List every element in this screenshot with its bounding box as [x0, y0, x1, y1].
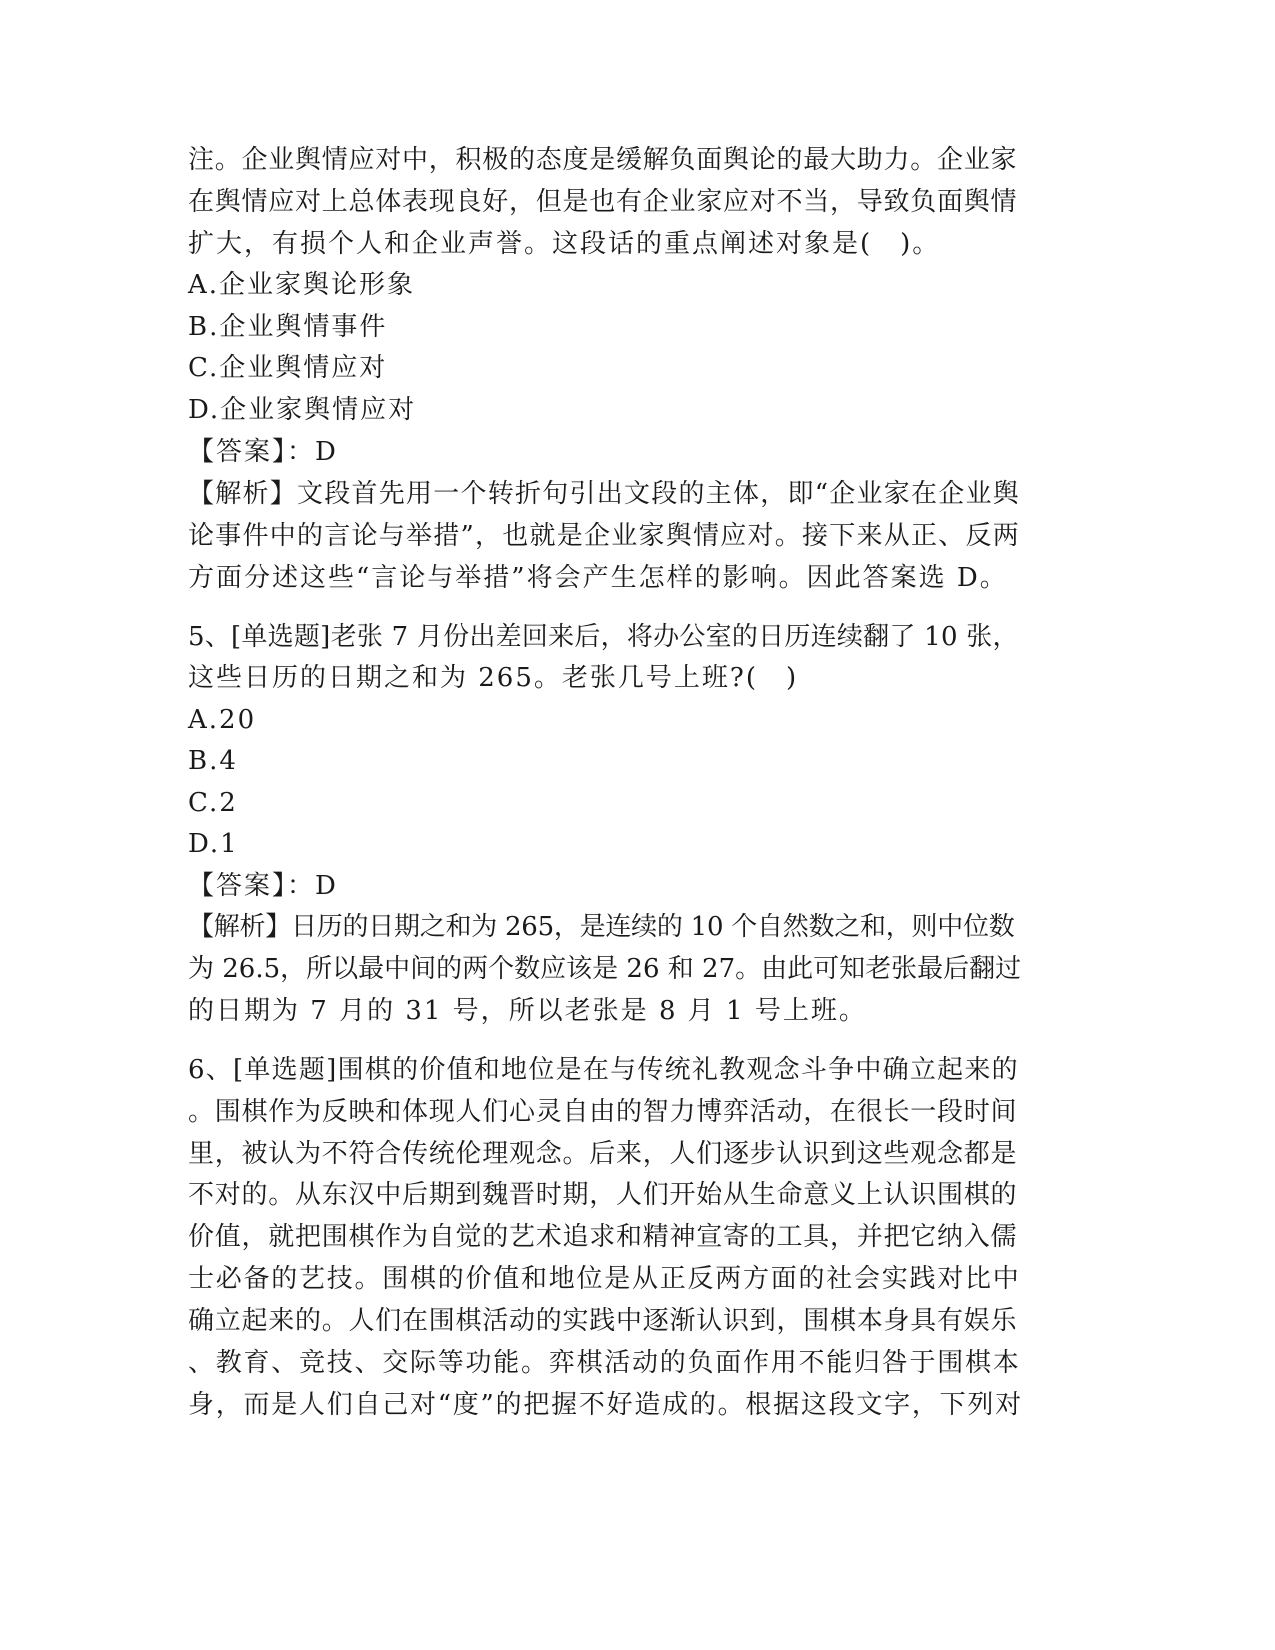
q4-option-c: C.企业舆情应对 [188, 353, 388, 383]
q4-stem-line: 注。企业舆情应对中，积极的态度是缓解负面舆论的最大助力。企业家 [188, 145, 1018, 175]
q5-option-d: D.1 [188, 829, 239, 859]
q5-option-c: C.2 [188, 788, 238, 818]
q6-stem-line: 价值，就把围棋作为自觉的艺术追求和精神宣寄的工具，并把它纳入儒 [188, 1222, 1018, 1252]
q6-stem-line: 里，被认为不符合传统伦理观念。后来，人们逐步认识到这些观念都是 [188, 1139, 1018, 1169]
q4-option-b: B.企业舆情事件 [188, 312, 388, 342]
q4-analysis-line: 方面分述这些“言论与举措”将会产生怎样的影响。因此答案选 D。 [188, 563, 1008, 593]
q5-answer: 【答案】：D [188, 871, 338, 901]
q4-analysis-line: 【解析】文段首先用一个转折句引出文段的主体，即“企业家在企业舆 [188, 479, 1021, 509]
q4-option-d: D.企业家舆情应对 [188, 395, 417, 425]
q4-answer: 【答案】：D [188, 437, 338, 467]
q5-analysis-line: 的日期为 7 月的 31 号，所以老张是 8 月 1 号上班。 [188, 996, 867, 1026]
q6-stem-line: 士必备的艺技。围棋的价值和地位是从正反两方面的社会实践对比中 [188, 1264, 1021, 1294]
q4-analysis-line: 论事件中的言论与举措”，也就是企业家舆情应对。接下来从正、反两 [188, 521, 1021, 551]
q5-option-b: B.4 [188, 746, 238, 776]
q4-stem-line: 扩大，有损个人和企业声誉。这段话的重点阐述对象是( )。 [188, 229, 941, 259]
q6-stem-line: 、教育、竞技、交际等功能。弈棋活动的负面作用不能归咎于围棋本 [188, 1348, 1021, 1378]
q4-option-a: A.企业家舆论形象 [188, 270, 416, 300]
q5-stem-line: 5、[单选题]老张 7 月份出差回来后，将办公室的日历连续翻了 10 张， [188, 622, 1019, 652]
q5-analysis-line: 【解析】日历的日期之和为 265，是连续的 10 个自然数之和，则中位数 [188, 912, 1015, 942]
q6-stem-line: 。围棋作为反映和体现人们心灵自由的智力博弈活动，在很长一段时间 [188, 1097, 1018, 1127]
q6-stem-line: 不对的。从东汉中后期到魏晋时期，人们开始从生命意义上认识围棋的 [188, 1180, 1018, 1210]
q5-stem-line: 这些日历的日期之和为 265。老张几号上班?( ) [188, 663, 799, 693]
q4-stem-line: 在舆情应对上总体表现良好，但是也有企业家应对不当，导致负面舆情 [188, 187, 1018, 217]
q6-stem-line: 6、[单选题]围棋的价值和地位是在与传统礼教观念斗争中确立起来的 [188, 1055, 1019, 1085]
q6-stem-line: 身，而是人们自己对“度”的把握不好造成的。根据这段文字，下列对 [188, 1390, 1023, 1420]
q5-analysis-line: 为 26.5，所以最中间的两个数应该是 26 和 27。由此可知老张最后翻过 [188, 954, 1022, 984]
q6-stem-line: 确立起来的。人们在围棋活动的实践中逐渐认识到，围棋本身具有娱乐 [188, 1306, 1018, 1336]
q5-option-a: A.20 [188, 705, 257, 735]
